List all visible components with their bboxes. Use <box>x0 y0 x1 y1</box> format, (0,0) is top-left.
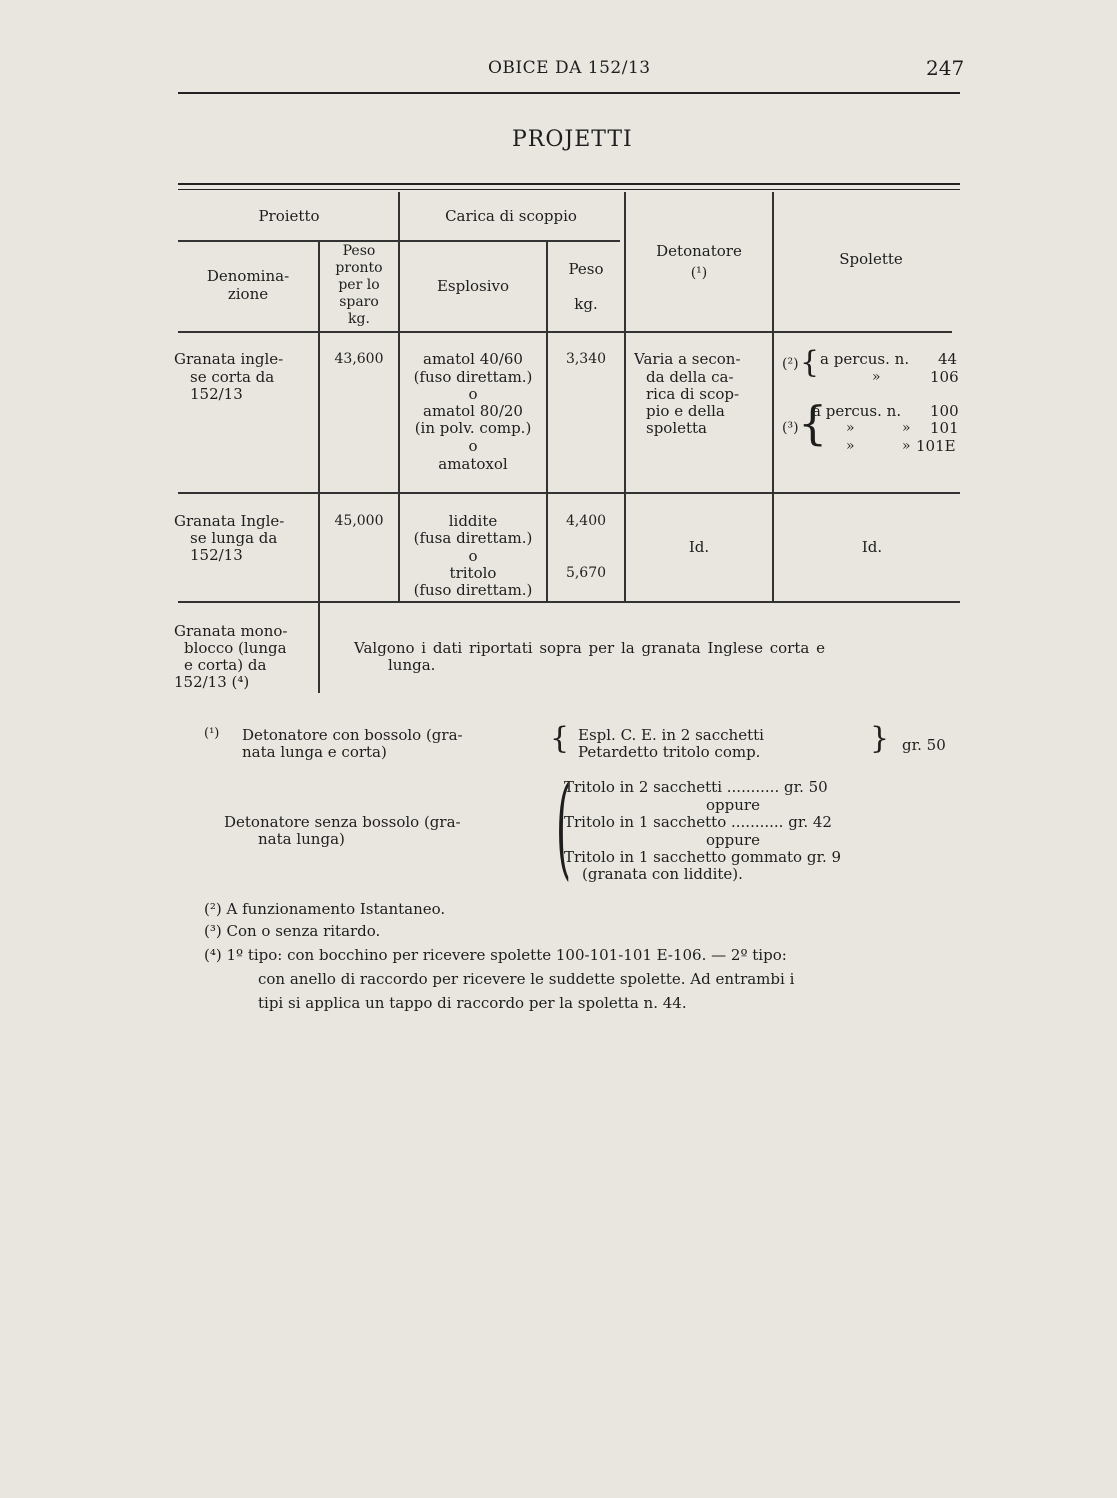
footnote-1b-right-2: Tritolo in 1 sacchetto ........... gr. 42 <box>564 813 832 831</box>
row1-expl-7: amatoxol <box>438 455 508 473</box>
row1-det-5: spoletta <box>646 419 708 437</box>
row3-text-1: Valgono i dati riportati sopra per la granata Inglese corta e <box>354 639 825 657</box>
vline-3 <box>546 241 548 601</box>
row1-spoletta-a-1: a percus. n. <box>820 350 910 368</box>
row3-name-1: Granata mono- <box>174 622 288 640</box>
header-carica: Carica di scoppio <box>445 207 577 225</box>
hline-row2-bottom <box>178 601 960 603</box>
row1-spoletta-a-1v: 44 <box>938 350 958 368</box>
row2-name-2: se lunga da <box>190 529 278 547</box>
vline-row3 <box>318 603 320 693</box>
footnote-1b-right-1: Tritolo in 2 sacchetti ........... gr. 50 <box>564 778 828 796</box>
row3-name-3: e corta) da <box>184 656 267 674</box>
subheader-esplosivo: Esplosivo <box>436 277 510 295</box>
row1-name-2: se corta da <box>190 368 275 386</box>
row2-peso: 45,000 <box>334 513 384 529</box>
footnote-1-line-1: Detonatore con bossolo (gra- <box>242 726 463 744</box>
footnote-1b-right-4: (granata con liddite). <box>582 865 743 883</box>
row1-expl-3: o <box>468 385 478 403</box>
subheader-peso-4: sparo <box>339 294 379 310</box>
row1-spoletta-a-2v: 106 <box>930 368 959 386</box>
subheader-peso-1: Peso <box>342 243 376 259</box>
row3-name-2: blocco (lunga <box>184 639 287 657</box>
subheader-peso-5: kg. <box>348 311 370 327</box>
row1-spoletta-b-2b: » <box>902 420 911 436</box>
footnote-4-line-3: tipi si applica un tappo di raccordo per la spoletta n. 44. <box>258 994 687 1012</box>
subheader-peso-carica: Peso <box>568 260 604 278</box>
row2-name-1: Granata Ingle- <box>174 512 285 530</box>
row1-expl-6: o <box>468 437 478 455</box>
row1-det-4: pio e della <box>646 402 725 420</box>
row1-expl-4: amatol 80/20 <box>423 402 523 420</box>
row1-det-3: rica di scop- <box>646 385 740 403</box>
footnote-1-right-1: Espl. C. E. in 2 sacchetti <box>578 726 764 744</box>
brace-icon: { <box>798 396 828 450</box>
header-detonatore-note: (¹) <box>690 265 708 281</box>
row2-detonatore: Id. <box>688 538 710 556</box>
row1-name-3: 152/13 <box>190 385 243 403</box>
row3-name-4: 152/13 (⁴) <box>174 673 250 691</box>
footnote-1-line-2: nata lunga e corta) <box>242 743 387 761</box>
row2-spolette: Id. <box>861 538 883 556</box>
subheader-peso-2: pronto <box>335 260 383 276</box>
row1-spoletta-b-1v: 100 <box>930 402 959 420</box>
footnote-4-line-2: con anello di raccordo per ricevere le suddette spolette. Ad entrambi i <box>258 970 795 988</box>
footnote-1b-or-1: oppure <box>706 796 760 814</box>
footnote-1-value: gr. 50 <box>902 736 946 754</box>
hline-header-bottom <box>178 331 952 333</box>
row1-spoletta-b-1: a percus. n. <box>812 402 902 420</box>
brace-icon: { <box>800 345 820 380</box>
row1-spoletta-b-2: » <box>846 420 855 436</box>
footnote-1b-right-3: Tritolo in 1 sacchetto gommato gr. 9 <box>564 848 842 866</box>
row1-expl-1: amatol 40/60 <box>423 350 523 368</box>
header-spolette: Spolette <box>839 250 903 268</box>
page-number: 247 <box>926 56 965 80</box>
row1-spoletta-a-mark: (²) <box>782 356 799 372</box>
footnote-1b-line-1: Detonatore senza bossolo (gra- <box>224 813 461 831</box>
header-rule <box>178 92 960 94</box>
subheader-peso-3: per lo <box>338 277 380 293</box>
footnote-1-right-2: Petardetto tritolo comp. <box>578 743 761 761</box>
footnote-3: (³) Con o senza ritardo. <box>204 922 381 940</box>
header-proietto: Proietto <box>258 207 320 225</box>
subheader-denominazione-1: Denomina- <box>206 267 290 285</box>
footnote-1b-or-2: oppure <box>706 831 760 849</box>
row1-spoletta-b-3b: » <box>902 438 911 454</box>
footnote-1b-line-2: nata lunga) <box>258 830 345 848</box>
hline-row1-bottom <box>178 492 960 494</box>
row3-text-2: lunga. <box>388 656 436 674</box>
row1-peso: 43,600 <box>334 351 384 367</box>
row1-spoletta-b-mark: (³) <box>782 420 799 436</box>
section-title: PROJETTI <box>512 127 633 152</box>
subheader-peso-carica-unit: kg. <box>574 295 598 313</box>
footnote-2: (²) A funzionamento Istantaneo. <box>204 900 446 918</box>
row1-expl-5: (in polv. comp.) <box>414 419 532 437</box>
row1-det-1: Varia a secon- <box>634 350 741 368</box>
table-top-rule-thin <box>178 189 960 190</box>
subheader-denominazione-2: zione <box>227 285 269 303</box>
row1-name-1: Granata ingle- <box>174 350 284 368</box>
row2-expl-5: (fuso direttam.) <box>413 581 533 599</box>
row2-peso-carica-2: 5,670 <box>565 565 607 581</box>
footnote-1-mark: (¹) <box>204 726 220 741</box>
table-top-rule <box>178 183 960 185</box>
row2-name-3: 152/13 <box>190 546 243 564</box>
header-detonatore: Detonatore <box>656 242 742 260</box>
row1-spoletta-b-3: » <box>846 438 855 454</box>
brace-icon: ( <box>555 763 571 891</box>
row1-peso-carica: 3,340 <box>565 351 607 367</box>
row1-spoletta-a-2: » <box>872 369 881 385</box>
row2-expl-3: o <box>468 547 478 565</box>
row2-expl-2: (fusa direttam.) <box>413 529 533 547</box>
row1-spoletta-b-3v: 101E <box>916 437 956 455</box>
row2-expl-4: tritolo <box>449 564 497 582</box>
brace-icon: } <box>870 721 890 756</box>
row1-spoletta-b-2v: 101 <box>930 419 959 437</box>
brace-icon: { <box>550 721 570 756</box>
row2-expl-1: liddite <box>448 512 498 530</box>
row1-det-2: da della ca- <box>646 368 734 386</box>
row2-peso-carica-1: 4,400 <box>565 513 607 529</box>
footnote-4-line-1: (⁴) 1º tipo: con bocchino per ricevere spolette 100-101-101 E-106. — 2º tipo: <box>204 946 787 964</box>
running-header-title: OBICE DA 152/13 <box>488 58 651 78</box>
row1-expl-2: (fuso direttam.) <box>413 368 533 386</box>
